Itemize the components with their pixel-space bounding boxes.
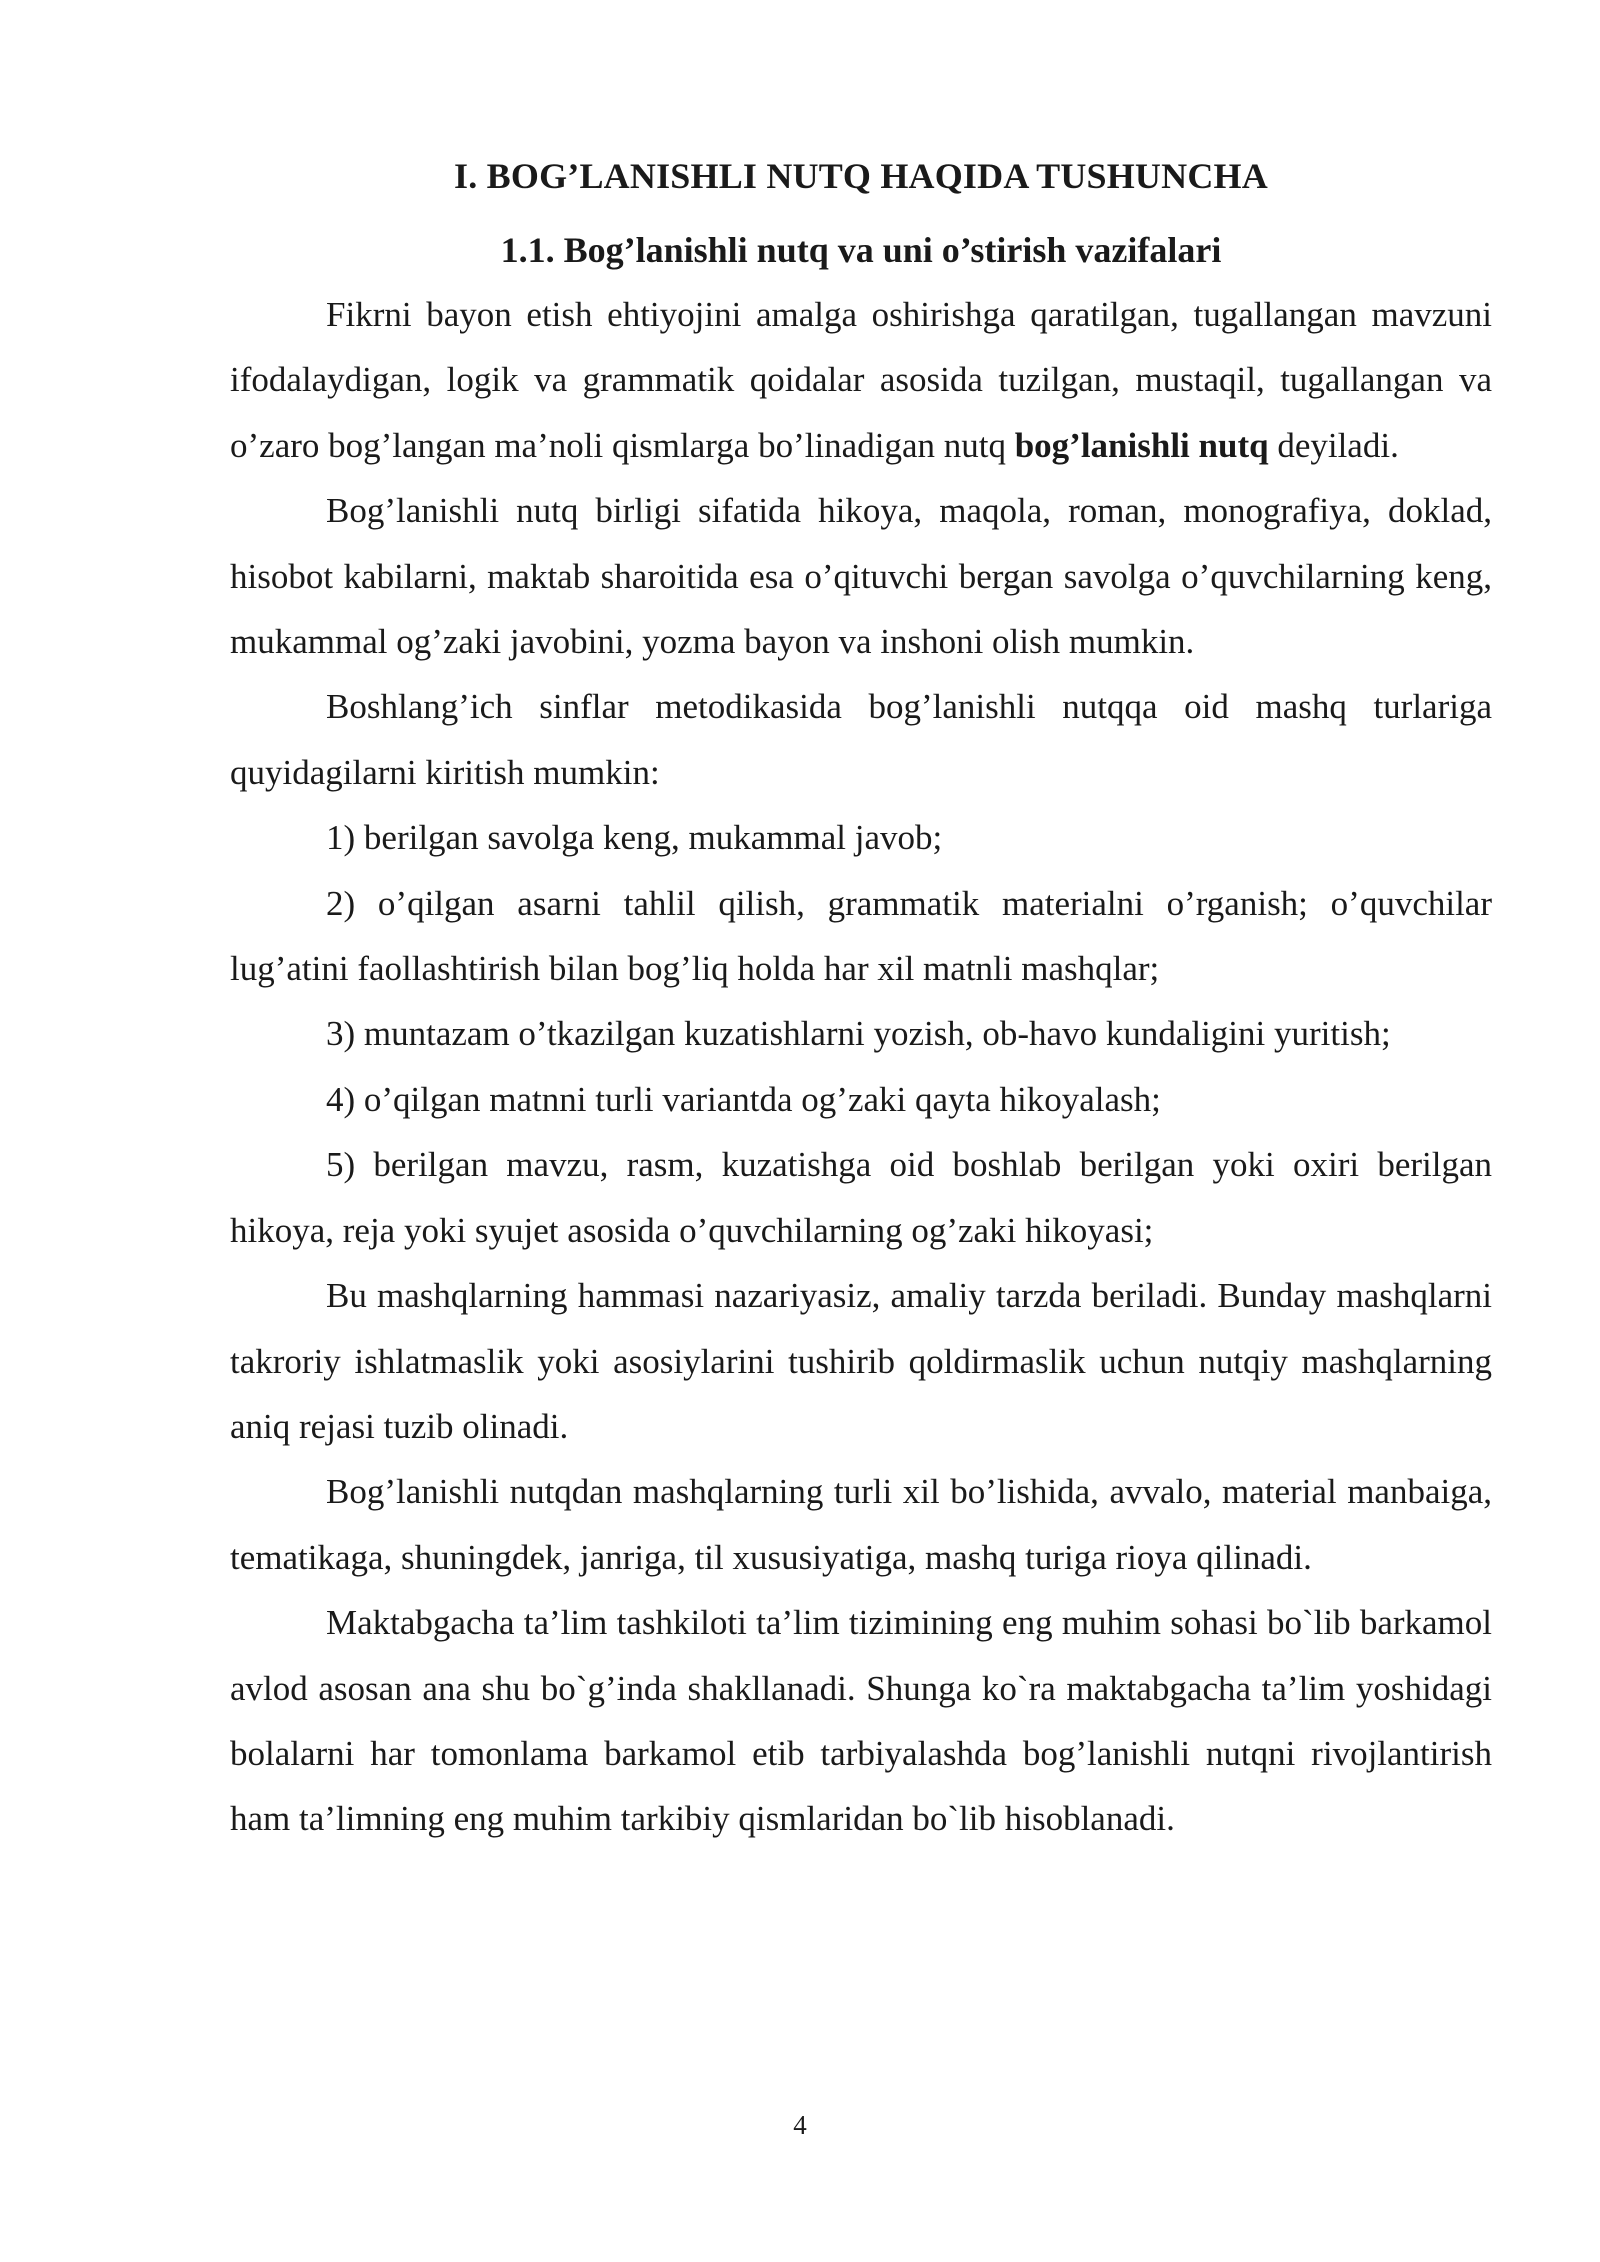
paragraph-practical: Bu mashqlarning hammasi nazariyasiz, amaliy tarzda beriladi. Bunday mashqlarni takroriy ishlatmaslik yoki asosiylarini tushirib qoldirmaslik uchun nutqiy mashqlarning aniq rejasi tuzib olinadi. (230, 1276, 1492, 1446)
list-item: 1) berilgan savolga keng, mukammal javob; (326, 818, 943, 858)
paragraph-text: deyiladi. (1268, 425, 1399, 465)
paragraph-definition (230, 282, 1492, 478)
bold-term: bog’lanishli nutq (1014, 425, 1269, 465)
paragraph-text: Fikrni bayon etish ehtiyojini amalga oshirishga qaratilgan, tugallangan mavzuni ifodalaydigan, logik va grammatik qoidalar asosida tuzilgan, mustaqil, tugallangan va o’zaro bog’langan ma’noli qismlarga bo’linadigan nutq (230, 295, 1492, 465)
page-number: 4 (793, 2110, 807, 2140)
chapter-title: I. BOG’LANISHLI NUTQ HAQIDA TUSHUNCHA (454, 156, 1268, 196)
list-item: 4) o’qilgan matnni turli variantda og’zaki qayta hikoyalash; (326, 1079, 1161, 1119)
paragraph-examples: Bog’lanishli nutq birligi sifatida hikoya, maqola, roman, monografiya, doklad, hisobot kabilarni, maktab sharoitida esa o’qituvchi bergan savolga o’quvchilarning keng, mukammal og’zaki javobini, yozma bayon va inshoni olish mumkin. (230, 491, 1492, 662)
list-item: 2) o’qilgan asarni tahlil qilish, grammatik materialni o’rganish; o’quvchilar lug’atini faollashtirish bilan bog’liq holda har xil matnli mashqlar; (230, 883, 1492, 989)
paragraph-preschool: Maktabgacha ta’lim tashkiloti ta’lim tizimining eng muhim sohasi bo`lib barkamol avlod asosan ana shu bo`g’inda shakllanadi. Shunga ko`ra maktabgacha ta’lim yoshidagi bolalarni har tomonlama barkamol etib tarbiyalashda bog’lanishli nutqni rivojlantirish ham ta’limning eng muhim tarkibiy qismlaridan bo`lib hisoblanadi. (230, 1603, 1492, 1839)
paragraph-variety: Bog’lanishli nutqdan mashqlarning turli xil bo’lishida, avvalo, material manbaiga, tematikaga, shuningdek, janriga, til xususiyatiga, mashq turiga rioya qilinadi. (230, 1472, 1492, 1577)
list-item: 3) muntazam o’tkazilgan kuzatishlarni yozish, ob-havo kundaligini yuritish; (326, 1014, 1391, 1054)
document-page (230, 148, 1492, 1852)
list-item: 5) berilgan mavzu, rasm, kuzatishga oid boshlab berilgan yoki oxiri berilgan hikoya, reja yoki syujet asosida o’quvchilarning og’zaki hikoyasi; (230, 1145, 1492, 1250)
paragraph-exercise-intro: Boshlang’ich sinflar metodikasida bog’lanishli nutqqa oid mashq turlariga quyidagilarni kiritish mumkin: (230, 687, 1492, 792)
section-title: 1.1. Bog’lanishli nutq va uni o’stirish vazifalari (500, 230, 1222, 270)
